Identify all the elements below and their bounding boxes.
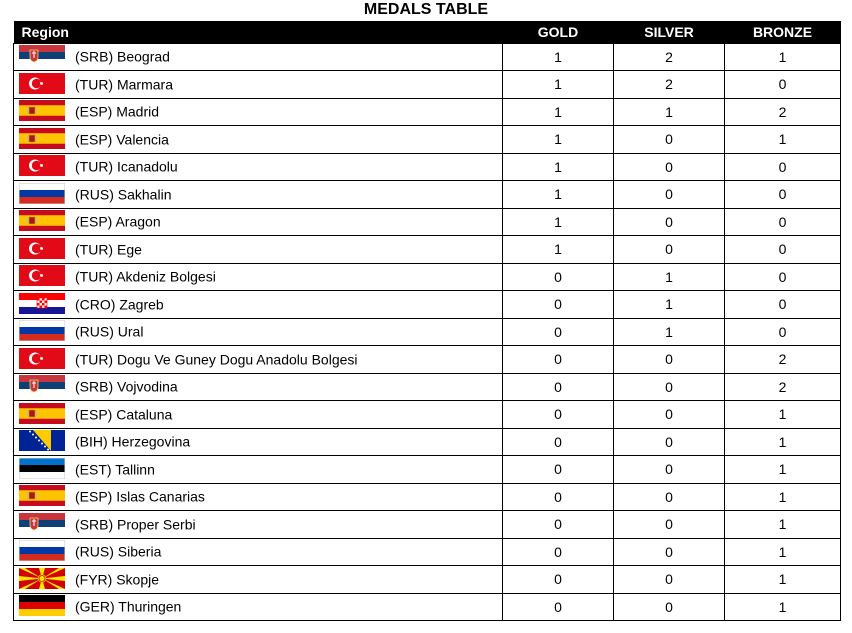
region-name: (TUR) Dogu Ve Guney Dogu Anadolu Bolgesi	[75, 351, 358, 368]
table-row	[14, 538, 841, 566]
gold-count-cell: 0	[503, 373, 614, 401]
table-row	[14, 401, 841, 429]
region-name: (TUR) Marmara	[75, 76, 173, 93]
gold-count-cell: 1	[503, 153, 614, 181]
region-cell	[14, 401, 503, 429]
region-cell	[14, 236, 503, 264]
region-cell	[14, 373, 503, 401]
table-row	[14, 511, 841, 539]
table-row	[14, 126, 841, 154]
region-name: (TUR) Ege	[75, 241, 142, 258]
bronze-count-cell: 1	[725, 511, 841, 539]
table-row	[14, 208, 841, 236]
silver-count-cell: 0	[614, 566, 725, 594]
region-cell	[14, 346, 503, 374]
silver-count-cell: 1	[614, 98, 725, 126]
table-row	[14, 428, 841, 456]
table-row	[14, 43, 841, 71]
gold-count-cell: 0	[503, 263, 614, 291]
region-cell	[14, 483, 503, 511]
silver-count-cell: 2	[614, 71, 725, 99]
gold-count-cell: 1	[503, 126, 614, 154]
silver-count-cell: 0	[614, 538, 725, 566]
bronze-count-cell: 2	[725, 98, 841, 126]
gold-count-cell: 0	[503, 401, 614, 429]
gold-count-cell: 0	[503, 483, 614, 511]
gold-count-cell: 0	[503, 511, 614, 539]
region-cell	[14, 153, 503, 181]
region-name: (ESP) Cataluna	[75, 406, 173, 423]
table-row	[14, 236, 841, 264]
turkey-flag-icon	[19, 73, 65, 94]
bronze-count-cell: 1	[725, 43, 841, 71]
estonia-flag-icon	[19, 458, 65, 479]
silver-count-cell: 0	[614, 511, 725, 539]
table-row	[14, 71, 841, 99]
table-row	[14, 263, 841, 291]
gold-count-cell: 0	[503, 318, 614, 346]
bronze-count-cell: 0	[725, 208, 841, 236]
turkey-flag-icon	[19, 238, 65, 259]
medals-table	[13, 21, 841, 621]
bronze-count-cell: 0	[725, 153, 841, 181]
bronze-count-cell: 0	[725, 291, 841, 319]
macedonia-flag-icon	[19, 568, 65, 589]
region-cell	[14, 263, 503, 291]
region-cell	[14, 318, 503, 346]
table-row	[14, 98, 841, 126]
region-name: (ESP) Madrid	[75, 103, 160, 120]
silver-count-cell: 1	[614, 318, 725, 346]
bronze-count-cell: 1	[725, 566, 841, 594]
bronze-count-cell: 0	[725, 71, 841, 99]
region-cell	[14, 126, 503, 154]
region-name: (SRB) Proper Serbi	[75, 516, 196, 533]
silver-count-cell: 0	[614, 346, 725, 374]
region-name: (TUR) Icanadolu	[75, 158, 178, 175]
silver-count-cell: 0	[614, 593, 725, 621]
serbia-flag-icon	[19, 513, 65, 534]
gold-count-cell: 1	[503, 181, 614, 209]
spain-flag-icon	[19, 485, 65, 506]
bronze-count-cell: 2	[725, 373, 841, 401]
gold-count-cell: 0	[503, 291, 614, 319]
silver-count-cell: 0	[614, 456, 725, 484]
table-row	[14, 593, 841, 621]
region-name: (RUS) Siberia	[75, 543, 162, 560]
region-name: (ESP) Valencia	[75, 131, 169, 148]
region-name: (ESP) Islas Canarias	[75, 488, 205, 505]
silver-count-cell: 0	[614, 236, 725, 264]
gold-count-cell: 1	[503, 43, 614, 71]
gold-count-cell: 0	[503, 456, 614, 484]
silver-count-cell: 0	[614, 208, 725, 236]
gold-count-cell: 0	[503, 593, 614, 621]
table-row	[14, 373, 841, 401]
turkey-flag-icon	[19, 155, 65, 176]
region-cell	[14, 71, 503, 99]
region-name: (BIH) Herzegovina	[75, 433, 191, 450]
spain-flag-icon	[19, 128, 65, 149]
silver-count-cell: 0	[614, 153, 725, 181]
russia-flag-icon	[19, 183, 65, 204]
germany-flag-icon	[19, 595, 65, 616]
bronze-count-cell: 1	[725, 126, 841, 154]
silver-count-cell: 0	[614, 483, 725, 511]
region-name: (RUS) Ural	[75, 323, 144, 340]
silver-count-cell: 0	[614, 181, 725, 209]
spain-flag-icon	[19, 403, 65, 424]
table-row	[14, 318, 841, 346]
region-name: (ESP) Aragon	[75, 213, 161, 230]
gold-column-header: GOLD	[537, 23, 579, 40]
region-name: (EST) Tallinn	[75, 461, 155, 478]
turkey-flag-icon	[19, 348, 65, 369]
page-title: MEDALS TABLE	[363, 1, 489, 18]
bosnia-flag-icon	[19, 430, 65, 451]
region-cell	[14, 428, 503, 456]
spain-flag-icon	[19, 100, 65, 121]
bronze-count-cell: 0	[725, 318, 841, 346]
region-name: (SRB) Vojvodina	[75, 378, 178, 395]
region-name: (CRO) Zagreb	[75, 296, 164, 313]
silver-count-cell: 2	[614, 43, 725, 71]
bronze-count-cell: 1	[725, 456, 841, 484]
region-name: (SRB) Beograd	[75, 48, 170, 65]
region-cell	[14, 291, 503, 319]
silver-count-cell: 0	[614, 428, 725, 456]
bronze-count-cell: 1	[725, 593, 841, 621]
region-name: (RUS) Sakhalin	[75, 186, 172, 203]
gold-count-cell: 1	[503, 236, 614, 264]
bronze-count-cell: 2	[725, 346, 841, 374]
region-cell	[14, 208, 503, 236]
region-cell	[14, 538, 503, 566]
table-row	[14, 483, 841, 511]
gold-count-cell: 0	[503, 566, 614, 594]
table-row	[14, 181, 841, 209]
silver-count-cell: 0	[614, 126, 725, 154]
region-cell	[14, 593, 503, 621]
region-name: (GER) Thuringen	[75, 598, 182, 615]
region-cell	[14, 98, 503, 126]
bronze-count-cell: 1	[725, 401, 841, 429]
silver-count-cell: 0	[614, 401, 725, 429]
serbia-flag-icon	[19, 375, 65, 396]
silver-count-cell: 0	[614, 373, 725, 401]
bronze-count-cell: 0	[725, 263, 841, 291]
gold-count-cell: 1	[503, 71, 614, 99]
table-row	[14, 456, 841, 484]
region-column-header: Region	[21, 23, 69, 40]
bronze-count-cell: 1	[725, 428, 841, 456]
serbia-flag-icon	[19, 45, 65, 66]
gold-count-cell: 1	[503, 98, 614, 126]
table-row	[14, 291, 841, 319]
bronze-count-cell: 1	[725, 483, 841, 511]
bronze-count-cell: 0	[725, 181, 841, 209]
gold-count-cell: 0	[503, 346, 614, 374]
region-cell	[14, 456, 503, 484]
gold-count-cell: 0	[503, 428, 614, 456]
region-cell	[14, 181, 503, 209]
gold-count-cell: 1	[503, 208, 614, 236]
region-name: (FYR) Skopje	[75, 571, 160, 588]
silver-count-cell: 1	[614, 291, 725, 319]
region-cell	[14, 43, 503, 71]
table-row	[14, 566, 841, 594]
silver-column-header: SILVER	[644, 23, 694, 40]
bronze-count-cell: 1	[725, 538, 841, 566]
header-row	[14, 21, 841, 43]
russia-flag-icon	[19, 540, 65, 561]
croatia-flag-icon	[19, 293, 65, 314]
gold-count-cell: 0	[503, 538, 614, 566]
region-cell	[14, 511, 503, 539]
spain-flag-icon	[19, 210, 65, 231]
bronze-count-cell: 0	[725, 236, 841, 264]
russia-flag-icon	[19, 320, 65, 341]
bronze-column-header: BRONZE	[752, 23, 813, 40]
silver-count-cell: 1	[614, 263, 725, 291]
region-name: (TUR) Akdeniz Bolgesi	[75, 268, 216, 285]
region-cell	[14, 566, 503, 594]
table-row	[14, 153, 841, 181]
turkey-flag-icon	[19, 265, 65, 286]
table-row	[14, 346, 841, 374]
